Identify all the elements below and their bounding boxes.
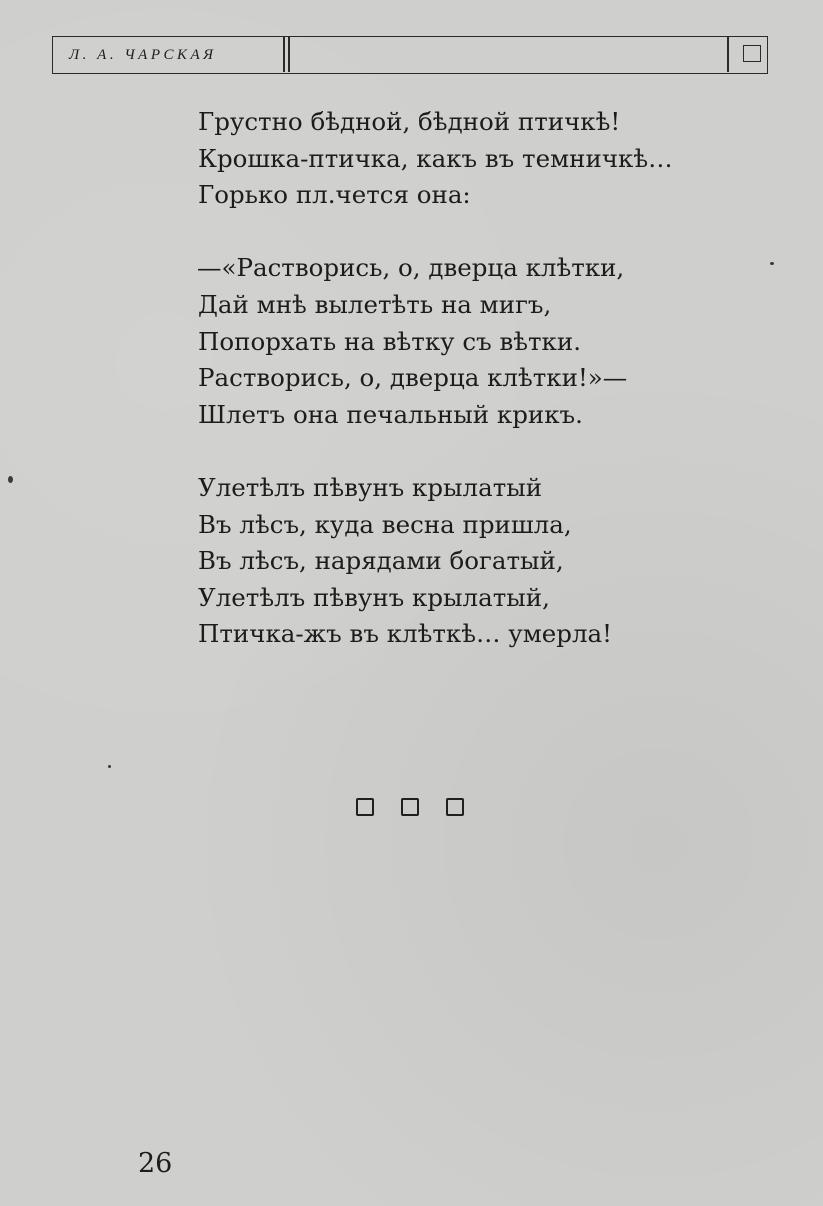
poem-line: Птичка-жъ въ клѣткѣ… умерла!: [198, 619, 612, 649]
poem-line: Горько пл.чется она:: [198, 180, 471, 210]
header-author: Л. А. ЧАРСКАЯ: [69, 47, 217, 63]
poem-line: Улетѣлъ пѣвунъ крылатый,: [198, 582, 550, 612]
ornament-square-icon: [401, 798, 419, 816]
header-separator: [288, 37, 290, 72]
poem-line: Растворись, о, дверца клѣтки!»—: [198, 363, 628, 393]
poem-line: Въ лѣсъ, нарядами богатый,: [198, 546, 564, 576]
three-squares-ornament-icon: [356, 798, 464, 816]
poem-line: Дай мнѣ вылетѣть на мигъ,: [198, 289, 552, 319]
stanza-2: [198, 250, 758, 433]
stanza-3: [198, 470, 758, 653]
ornament-square-icon: [356, 798, 374, 816]
poem: [198, 104, 758, 690]
page-number: 26: [138, 1148, 173, 1179]
poem-line: Шлетъ она печальный крикъ.: [198, 399, 583, 429]
poem-line: —«Растворись, о, дверца клѣтки,: [197, 253, 625, 283]
poem-line: Грустно бѣдной, бѣдной птичкѣ!: [198, 107, 621, 136]
running-header: [52, 36, 768, 74]
paper-speck: [108, 765, 111, 768]
square-ornament-icon: [743, 45, 761, 62]
poem-line: Крошка-птичка, какъ въ темничкѣ…: [198, 143, 673, 173]
stanza-1: [198, 104, 758, 214]
paper-speck: [8, 476, 13, 483]
poem-line: Въ лѣсъ, куда весна пришла,: [198, 509, 572, 539]
poem-line: Попорхать на вѣтку съ вѣтки.: [198, 326, 581, 356]
paper-speck: [770, 262, 774, 265]
header-separator: [727, 37, 729, 72]
ornament-square-icon: [446, 798, 464, 816]
header-separator: [283, 37, 285, 72]
poem-line: Улетѣлъ пѣвунъ крылатый: [198, 472, 543, 502]
